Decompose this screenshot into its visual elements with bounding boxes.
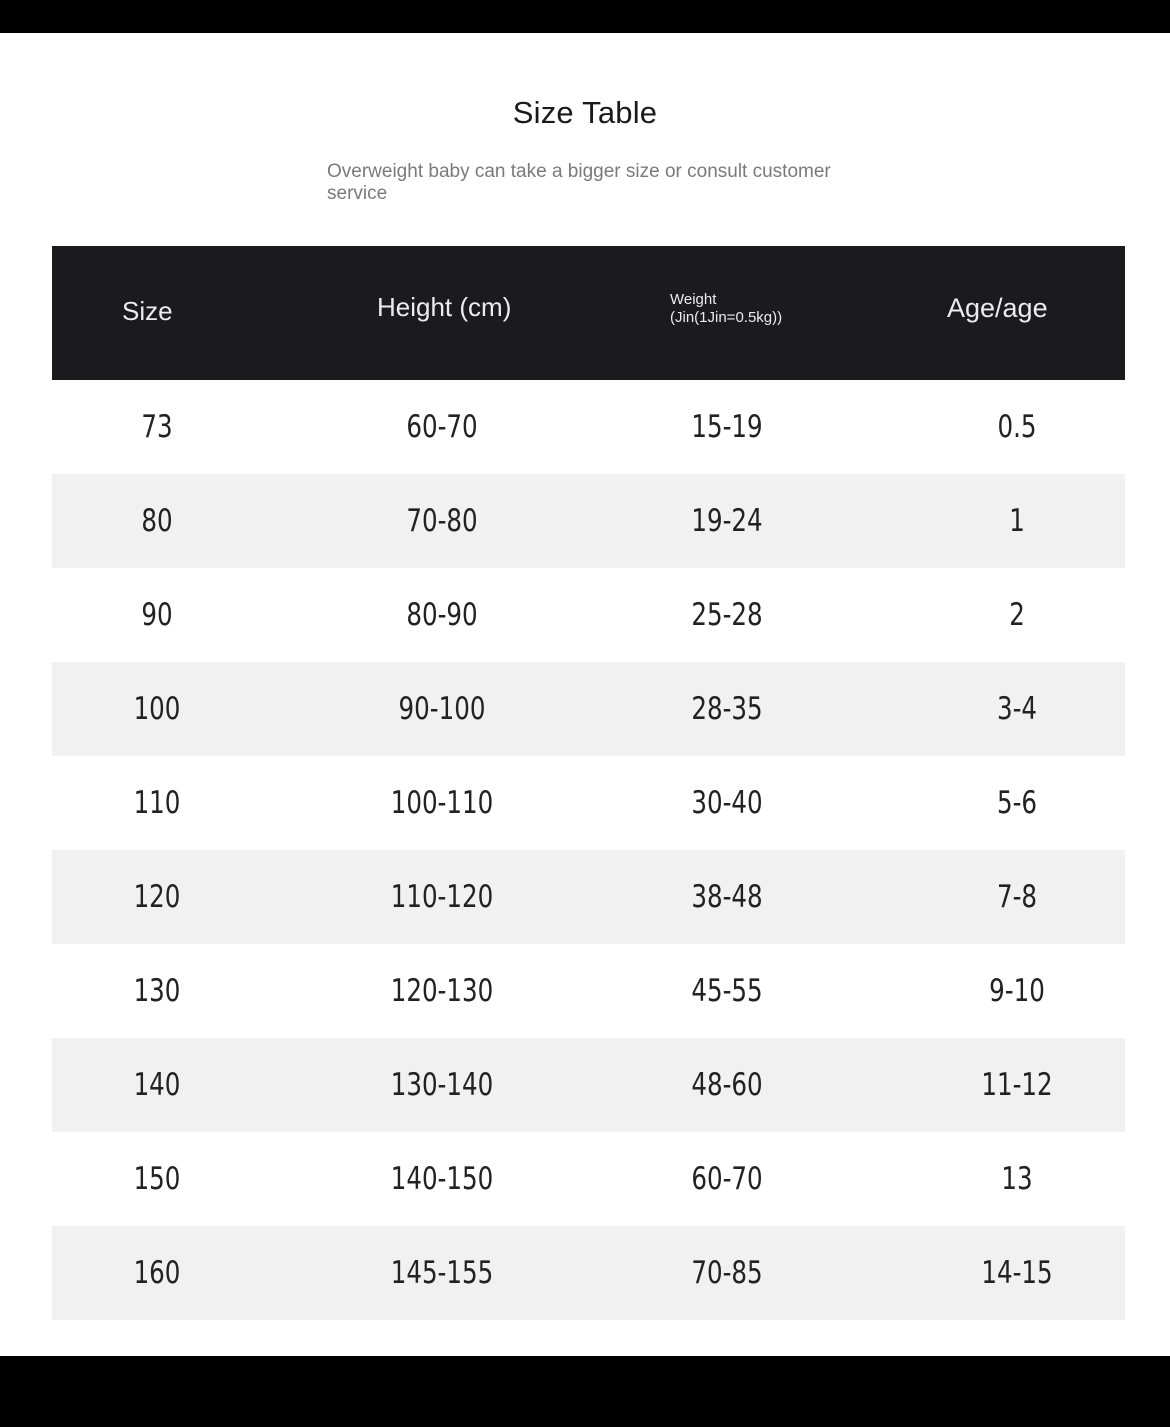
cell-weight: 28-35	[691, 691, 763, 727]
cell-height: 110-120	[390, 879, 494, 915]
cell-height: 145-155	[390, 1255, 494, 1291]
table-row	[52, 1132, 1125, 1226]
cell-age: 5-6	[996, 785, 1038, 821]
cell-age: 2	[1009, 597, 1025, 633]
cell-age: 1	[1009, 503, 1025, 539]
cell-weight: 45-55	[691, 973, 763, 1009]
header-weight	[670, 291, 782, 327]
table-row	[52, 380, 1125, 474]
cell-size: 100	[133, 691, 181, 727]
cell-weight: 15-19	[691, 409, 763, 445]
header-size: Size	[122, 296, 173, 326]
table-row	[52, 1038, 1125, 1132]
cell-size: 110	[133, 785, 181, 821]
header-weight-unit: (Jin(1Jin=0.5kg))	[670, 309, 783, 326]
cell-height: 70-80	[406, 503, 478, 539]
header-weight-title: Weight	[670, 291, 717, 308]
cell-height: 80-90	[406, 597, 478, 633]
table-row	[52, 1226, 1125, 1320]
cell-size: 160	[133, 1255, 181, 1291]
cell-weight: 48-60	[691, 1067, 763, 1103]
cell-height: 60-70	[406, 409, 478, 445]
cell-age: 7-8	[996, 879, 1038, 915]
cell-age: 11-12	[981, 1067, 1053, 1103]
cell-height: 140-150	[390, 1161, 494, 1197]
cell-size: 73	[141, 409, 173, 445]
cell-age: 0.5	[997, 409, 1037, 445]
cell-weight: 70-85	[691, 1255, 763, 1291]
cell-age: 3-4	[996, 691, 1038, 727]
cell-size: 140	[133, 1067, 181, 1103]
cell-age: 14-15	[981, 1255, 1053, 1291]
cell-weight: 30-40	[691, 785, 763, 821]
cell-height: 120-130	[390, 973, 494, 1009]
cell-height: 90-100	[398, 691, 486, 727]
table-row	[52, 944, 1125, 1038]
size-chart-sheet	[0, 33, 1170, 1356]
header-height: Height (cm)	[377, 292, 512, 322]
cell-weight: 60-70	[691, 1161, 763, 1197]
header-age: Age/age	[947, 293, 1048, 323]
cell-size: 80	[141, 503, 173, 539]
table-header	[52, 246, 1125, 380]
table-row	[52, 850, 1125, 944]
cell-weight: 19-24	[691, 503, 763, 539]
table-row	[52, 662, 1125, 756]
cell-weight: 38-48	[691, 879, 763, 915]
bottom-frame-bar	[0, 1356, 1170, 1427]
cell-weight: 25-28	[691, 597, 763, 633]
table-row	[52, 756, 1125, 850]
top-frame-bar	[0, 0, 1170, 33]
cell-size: 150	[133, 1161, 181, 1197]
cell-size: 120	[133, 879, 181, 915]
cell-age: 9-10	[989, 973, 1045, 1009]
cell-height: 100-110	[390, 785, 494, 821]
cell-size: 90	[141, 597, 173, 633]
table-row	[52, 474, 1125, 568]
cell-age: 13	[1001, 1161, 1033, 1197]
page-title: Size Table	[512, 95, 658, 130]
page-subtitle: Overweight baby can take a bigger size or consult customer service	[327, 161, 831, 204]
table-row	[52, 568, 1125, 662]
size-table	[52, 246, 1125, 1320]
cell-size: 130	[133, 973, 181, 1009]
cell-height: 130-140	[390, 1067, 494, 1103]
